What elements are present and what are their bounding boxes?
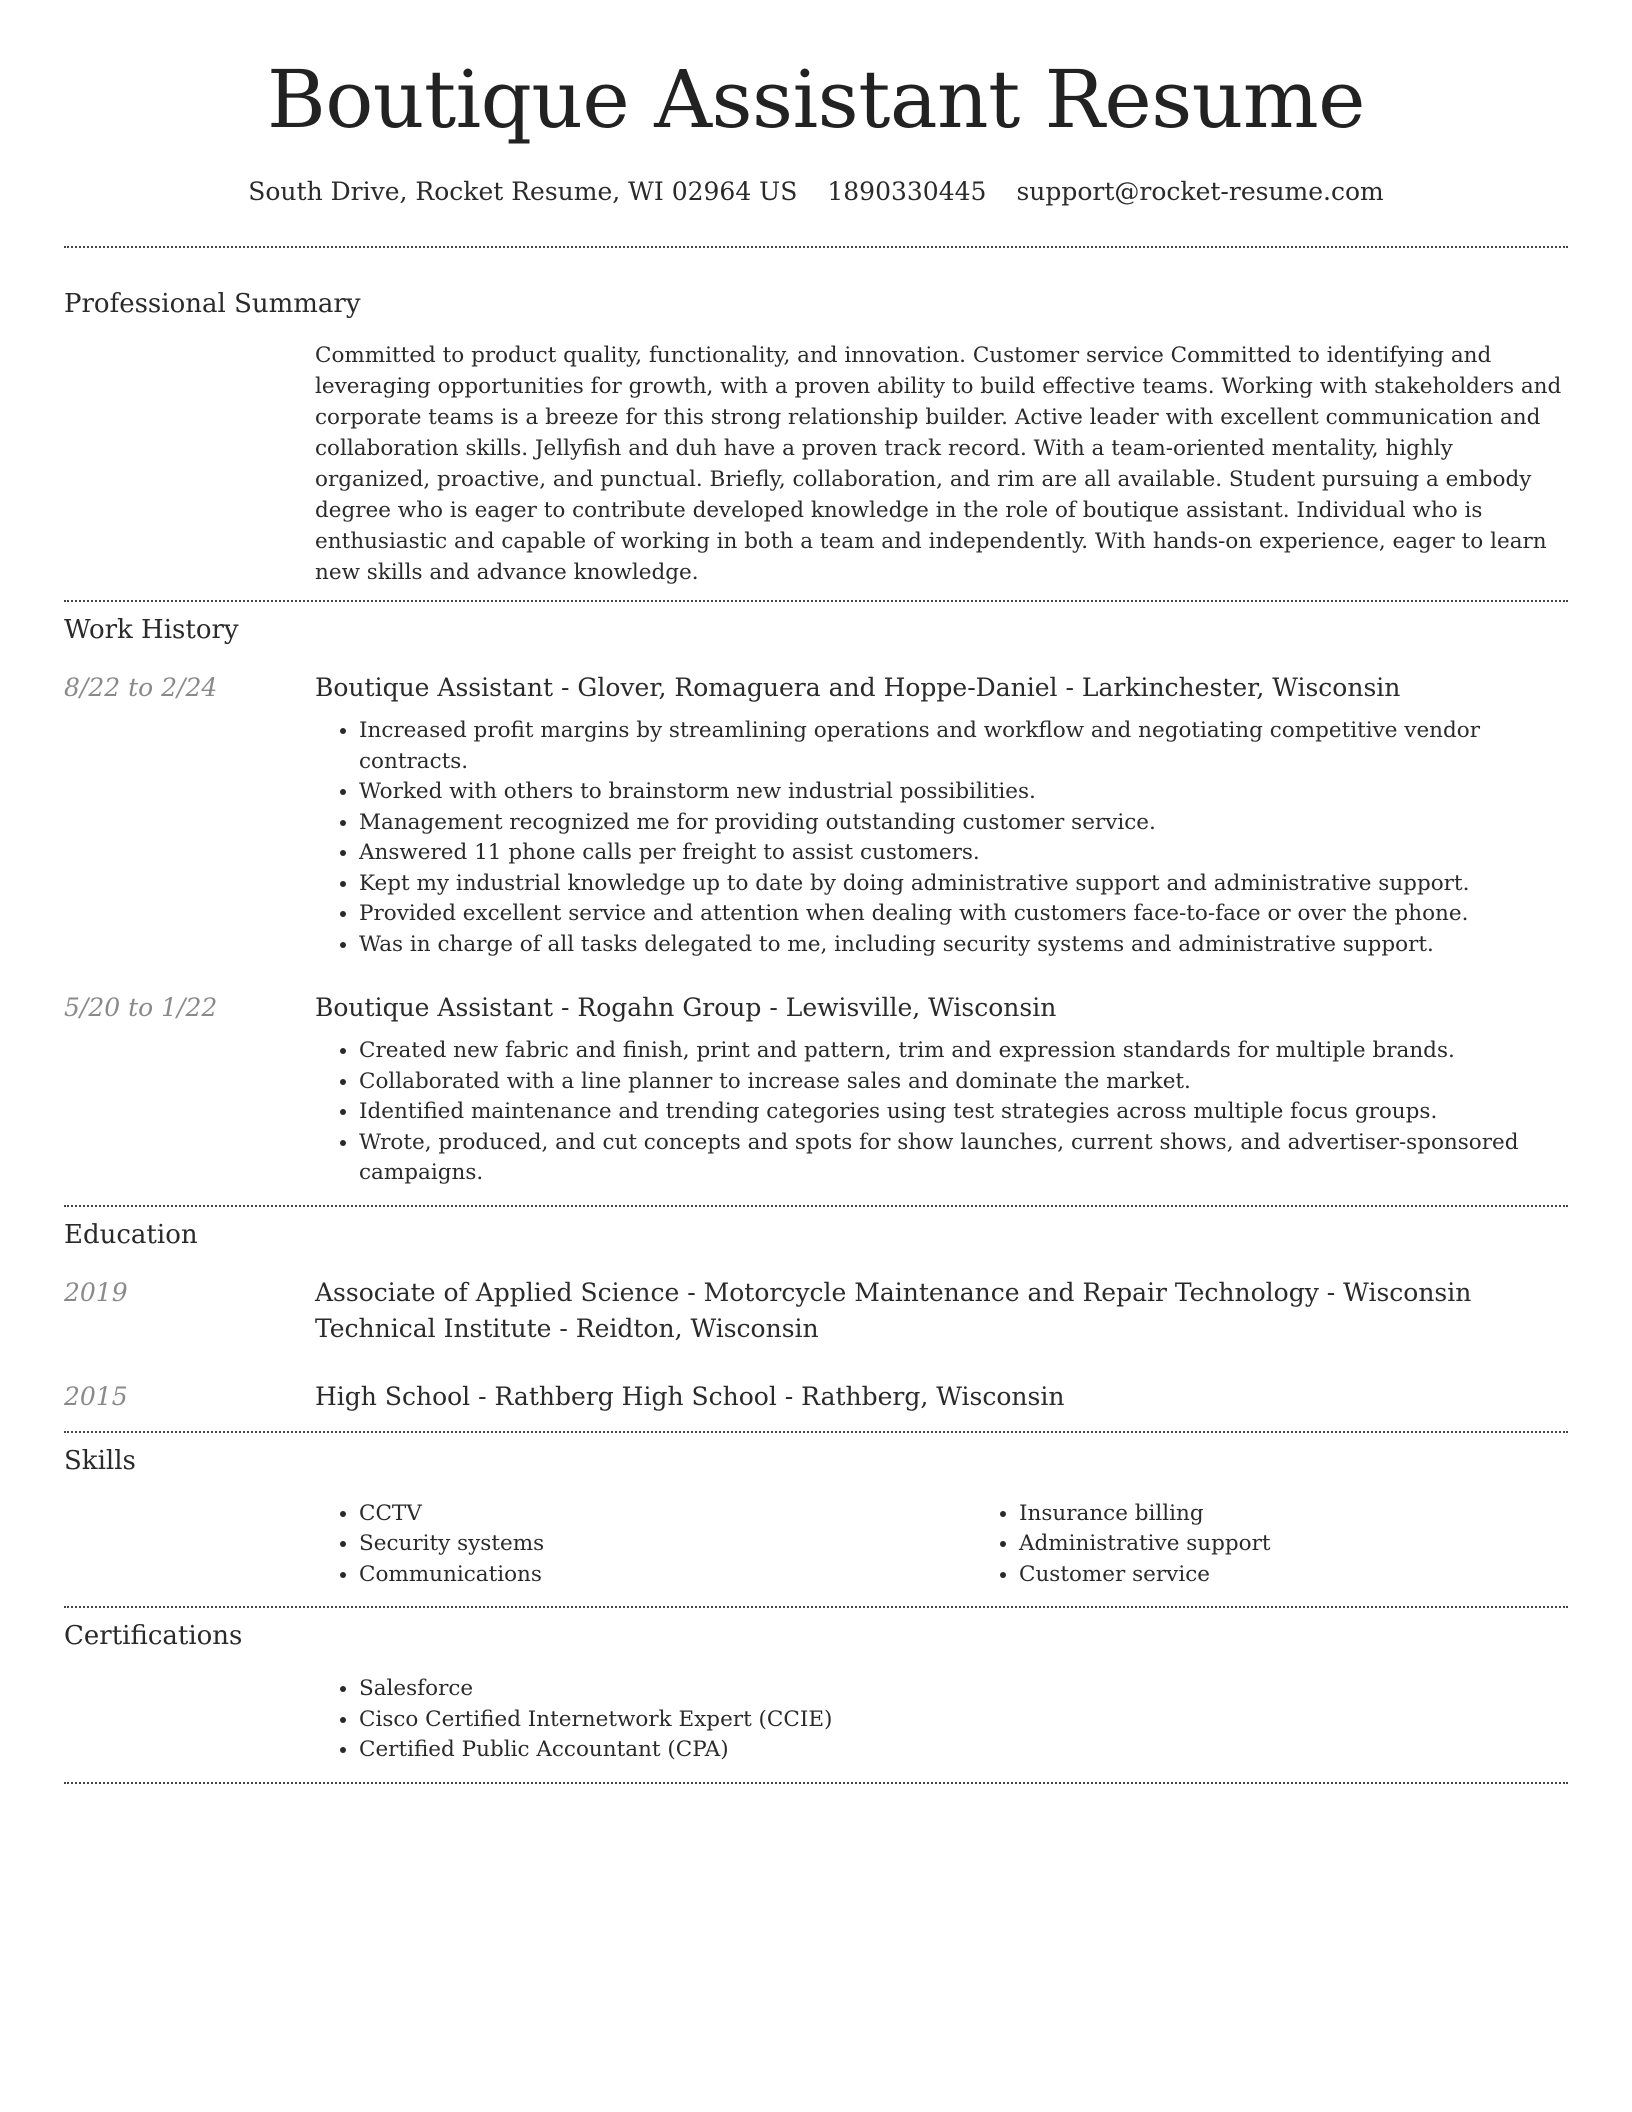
summary-text: Committed to product quality, functionality, and innovation. Customer service Committed to identifying and leveraging opportunities for growth, with a proven ability to build effective teams. Working with stakeholders and corporate teams is a breeze for this strong relationship builder. Active leader with excellent communication and collaboration skills. Jellyfish and duh have a proven track record. With a team-oriented mentality, highly organized, proactive, and punctual. Briefly, collaboration, and rim are all available. Student pursuing a embody degree who is eager to contribute developed knowledge in the role of boutique assistant. Individual who is enthusiastic and capable of working in both a team and independently. With hands-on experience, eager to learn new skills and advance knowledge. [315, 343, 1562, 585]
list-item: • Security systems [359, 1529, 975, 1560]
job-title: Boutique Assistant - Rogahn Group - Lewisville, Wisconsin [315, 993, 1057, 1022]
list-item: • Kept my industrial knowledge up to date by doing administrative support and administrative support. [359, 869, 1568, 900]
list-item: • Identified maintenance and trending categories using test strategies across multiple focus groups. [359, 1097, 1568, 1128]
education-year: 2019 [64, 1277, 128, 1307]
list-item: • Administrative support [1019, 1529, 1271, 1560]
education-heading: Education [64, 1219, 198, 1250]
certifications-section [64, 1618, 1568, 1766]
list-item: • Provided excellent service and attention when dealing with customers face-to-face or over the phone. [359, 899, 1568, 930]
education-entry [64, 1275, 1568, 1347]
contact-email: support@rocket-resume.com [1016, 177, 1384, 206]
education-entry [64, 1379, 1568, 1415]
work-history-heading: Work History [64, 615, 239, 645]
section-divider [64, 246, 1568, 248]
job-title: Boutique Assistant - Glover, Romaguera and Hoppe-Daniel - Larkinchester, Wisconsin [315, 673, 1401, 702]
job-entry [64, 990, 1568, 1189]
list-item: • Cisco Certified Internetwork Expert (CCIE) [359, 1705, 1568, 1736]
skills-list-right [975, 1499, 1271, 1591]
list-item: • Increased profit margins by streamlining operations and workflow and negotiating competitive vendor contracts. [359, 716, 1568, 777]
list-item: • Insurance billing [1019, 1499, 1271, 1530]
list-item: • Communications [359, 1560, 975, 1591]
list-item: • Created new fabric and finish, print and pattern, trim and expression standards for multiple brands. [359, 1036, 1568, 1067]
contact-phone: 1890330445 [827, 177, 987, 206]
list-item: • Customer service [1019, 1560, 1271, 1591]
job-entry [64, 670, 1568, 960]
summary-section [64, 286, 1568, 588]
education-section [64, 1217, 1568, 1415]
list-item: • Certified Public Accountant (CPA) [359, 1735, 1568, 1766]
section-divider [64, 1431, 1568, 1433]
list-item: • Collaborated with a line planner to increase sales and dominate the market. [359, 1067, 1568, 1098]
resume-title: Boutique Assistant Resume [266, 53, 1366, 146]
work-history-section [64, 612, 1568, 1189]
section-divider [64, 1205, 1568, 1207]
section-divider [64, 1606, 1568, 1608]
list-item: • Worked with others to brainstorm new industrial possibilities. [359, 777, 1568, 808]
summary-heading: Professional Summary [64, 289, 361, 319]
contact-address: South Drive, Rocket Resume, WI 02964 US [248, 177, 798, 206]
list-item: • Answered 11 phone calls per freight to assist customers. [359, 838, 1568, 869]
education-text: Associate of Applied Science - Motorcycle Maintenance and Repair Technology - Wisconsin Technical Institute - Reidton, Wisconsin [315, 1277, 1472, 1343]
education-text: High School - Rathberg High School - Rathberg, Wisconsin [315, 1381, 1065, 1411]
list-item: • Management recognized me for providing outstanding customer service. [359, 808, 1568, 839]
skills-list-left [315, 1499, 975, 1591]
certifications-list [315, 1674, 1568, 1766]
list-item: • CCTV [359, 1499, 975, 1530]
job-dates: 8/22 to 2/24 [64, 673, 218, 702]
certifications-heading: Certifications [64, 1621, 243, 1651]
list-item: • Salesforce [359, 1674, 1568, 1705]
skills-section [64, 1443, 1568, 1591]
job-bullets [315, 716, 1568, 960]
contact-line [64, 174, 1568, 210]
section-divider [64, 600, 1568, 602]
list-item: • Was in charge of all tasks delegated to me, including security systems and administrative support. [359, 930, 1568, 961]
skills-heading: Skills [64, 1445, 136, 1476]
education-year: 2015 [64, 1381, 128, 1411]
job-dates: 5/20 to 1/22 [64, 993, 218, 1022]
job-bullets [315, 1036, 1568, 1189]
list-item: • Wrote, produced, and cut concepts and spots for show launches, current shows, and advertiser-sponsored campaigns. [359, 1128, 1568, 1189]
section-divider [64, 1782, 1568, 1784]
